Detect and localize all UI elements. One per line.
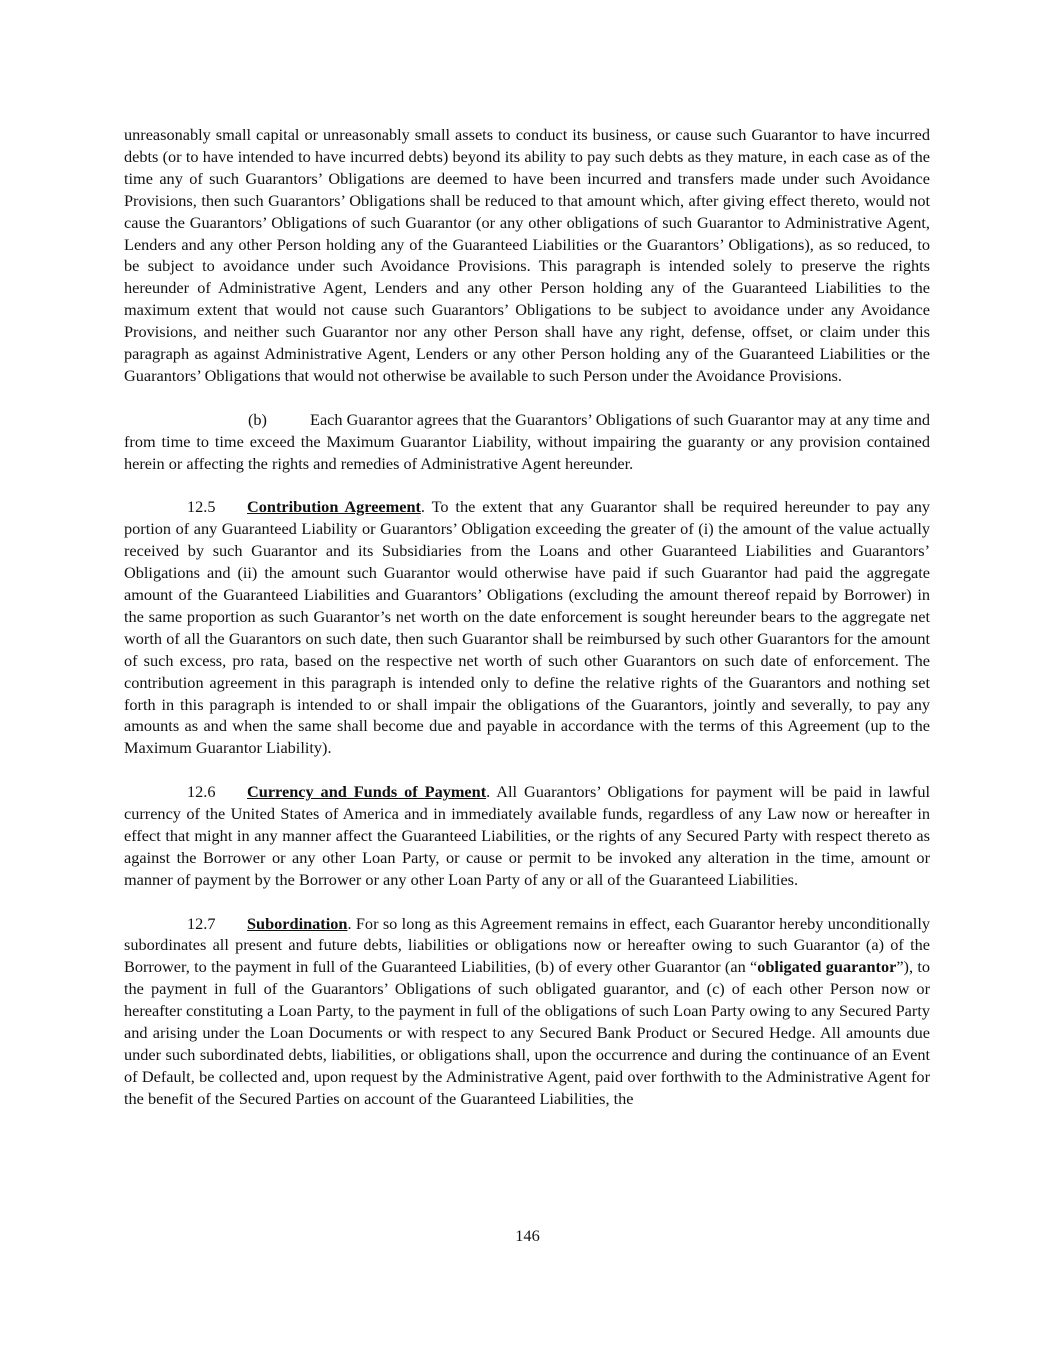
paragraph-label-b: (b) xyxy=(248,409,267,429)
section-text-continued: ”), to the payment in full of the Guarantors’ Obligations of such obligated guarantor, and (c) of each other Person now or hereafter constituting a Loan Party, to the payment in full of the obligations of such Loan Party owing to any Secured Party and arising under the Loan Documents or with respect to any Secured Bank Product or Secured Hedge. All amounts due under such subordinated debts, liabilities, or obligations shall, upon the occurrence and during the continuance of an Event of Default, be collected and, upon request by the Administrative Agent, paid over forthwith to the Administrative Agent for the benefit of the Secured Parties on account of the Guaranteed Liabilities, the xyxy=(124,957,930,1108)
section-number: 12.7 xyxy=(187,913,216,933)
paragraph-b xyxy=(124,409,930,475)
section-number: 12.6 xyxy=(187,782,216,802)
section-text: . All Guarantors’ Obligations for payment will be paid in lawful currency of the United States of America and in immediately available funds, regardless of any Law now or hereafter in effect that might in any manner affect the Guaranteed Liabilities, or the rights of any Secured Party with respect thereto as against the Borrower or any other Loan Party, or cause or permit to be invoked any alteration in the time, amount or manner of payment by the Borrower or any other Loan Party of any or all of the Guaranteed Liabilities. xyxy=(124,782,931,889)
section-heading: Contribution Agreement xyxy=(247,497,421,517)
section-number: 12.5 xyxy=(187,497,216,517)
section-heading: Subordination xyxy=(247,913,348,933)
paragraph-b-text: Each Guarantor agrees that the Guarantors’ Obligations of such Guarantor may at any time and from time to time exceed the Maximum Guarantor Liability, without impairing the guaranty or any provision contained herein or affecting the rights and remedies of Administrative Agent hereunder. xyxy=(124,409,930,473)
defined-term: obligated guarantor xyxy=(757,957,897,977)
section-12-7 xyxy=(124,913,930,1110)
section-12-6 xyxy=(124,781,930,891)
section-text: . For so long as this Agreement remains in effect, each Guarantor hereby unconditionally subordinates all present and future debts, liabilities or obligations now or hereafter owing to such Guarantor (a) of the Borrower, to the payment in full of the Guaranteed Liabilities, (b) of every other Guarantor (an “ xyxy=(124,913,930,977)
document-page xyxy=(124,124,930,1110)
section-heading: Currency and Funds of Payment xyxy=(247,782,487,802)
page-number: 146 xyxy=(515,1226,540,1245)
paragraph-avoidance-continued: unreasonably small capital or unreasonably small assets to conduct its business, or cause such Guarantor to have incurred debts (or to have intended to have incurred debts) beyond its ability to pay such debts as they mature, in each case as of the time any of such Guarantors’ Obligations are deemed to have been incurred and transfers made under such Avoidance Provisions, then such Guarantors’ Obligations shall be reduced to that amount which, after giving effect thereto, would not cause the Guarantors’ Obligations of such Guarantor (or any other obligations of such Guarantor to Administrative Agent, Lenders and any other Person holding any of the Guaranteed Liabilities or the Guarantors’ Obligations), as so reduced, to be subject to avoidance under such Avoidance Provisions. This paragraph is intended solely to preserve the rights hereunder of Administrative Agent, Lenders and any other Person holding any of the Guaranteed Liabilities to the maximum extent that would not cause such Guarantors’ Obligations to be subject to avoidance under any Avoidance Provisions, and neither such Guarantor nor any other Person shall have any right, defense, offset, or claim under this paragraph as against Administrative Agent, Lenders or any other Person holding any of the Guaranteed Liabilities or the Guarantors’ Obligations that would not otherwise be available to such Person under the Avoidance Provisions. xyxy=(124,125,930,385)
section-12-5 xyxy=(124,496,930,759)
section-text: . To the extent that any Guarantor shall be required hereunder to pay any portion of any Guaranteed Liability or Guarantors’ Obligation exceeding the greater of (i) the amount of the value actually received by such Guarantor and its Subsidiaries from the Loans and other Guaranteed Liabilities and Guarantors’ Obligations and (ii) the amount such Guarantor would otherwise have paid if such Guarantor had paid the aggregate amount of the Guaranteed Liabilities and Guarantors’ Obligations (excluding the amount thereof repaid by Borrower) in the same proportion as such Guarantor’s net worth on the date enforcement is sought hereunder bears to the aggregate net worth of all the Guarantors on such date, then such Guarantor shall be reimbursed by such other Guarantors for the amount of such excess, pro rata, based on the respective net worth of such other Guarantors on such date of enforcement. The contribution agreement in this paragraph is intended only to define the relative rights of the Guarantors and nothing set forth in this paragraph is intended to or shall impair the obligations of the Guarantors, jointly and severally, to pay any amounts as and when the same shall become due and payable in accordance with the terms of this Agreement (up to the Maximum Guarantor Liability). xyxy=(124,497,930,758)
